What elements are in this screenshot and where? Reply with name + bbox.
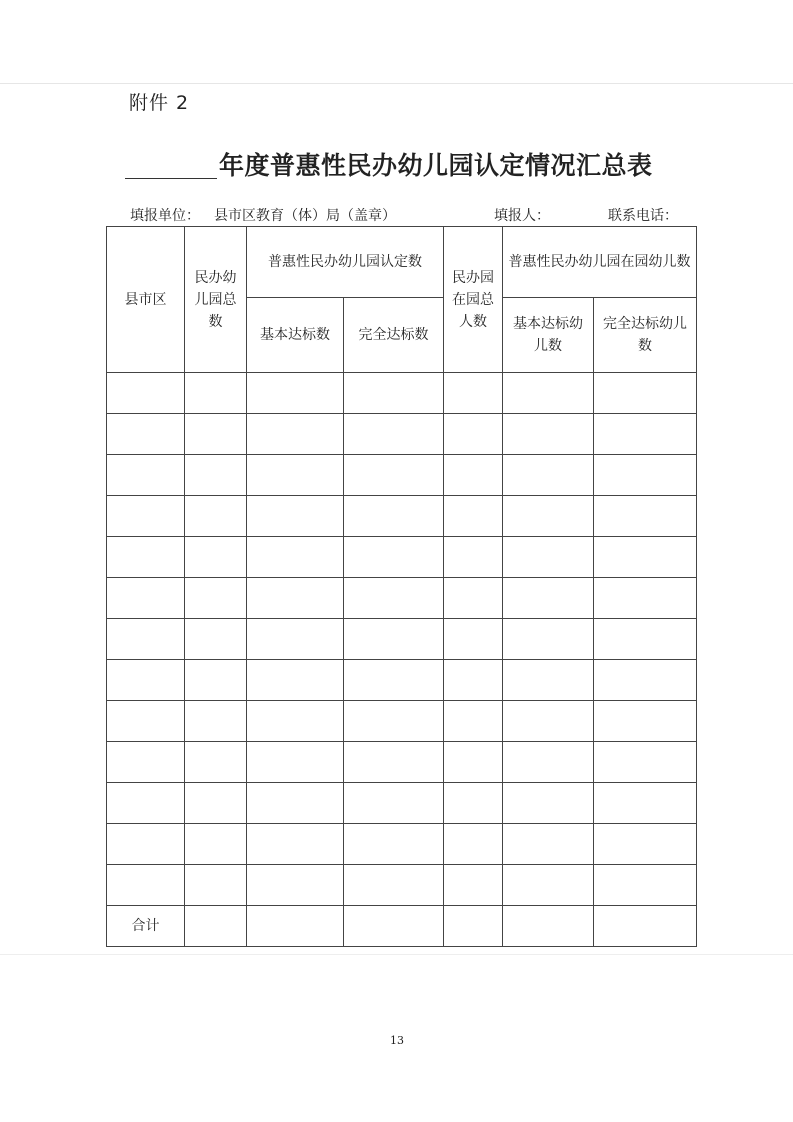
table-cell[interactable] — [444, 660, 503, 701]
table-cell[interactable] — [185, 660, 247, 701]
table-cell[interactable] — [185, 537, 247, 578]
table-cell[interactable] — [503, 660, 594, 701]
header-row-1 — [107, 227, 697, 298]
table-cell[interactable] — [247, 414, 344, 455]
table-cell[interactable] — [107, 783, 185, 824]
table-cell[interactable] — [344, 619, 444, 660]
table-cell[interactable] — [503, 537, 594, 578]
table-cell[interactable] — [444, 537, 503, 578]
table-row — [107, 783, 697, 824]
table-cell[interactable] — [185, 578, 247, 619]
table-cell[interactable] — [247, 701, 344, 742]
table-cell[interactable] — [247, 373, 344, 414]
table-cell[interactable] — [247, 865, 344, 906]
phone-label: 联系电话： — [608, 208, 678, 224]
table-cell[interactable] — [344, 783, 444, 824]
table-cell[interactable] — [344, 537, 444, 578]
table-row — [107, 865, 697, 906]
table-cell[interactable] — [444, 906, 503, 947]
table-cell[interactable] — [107, 742, 185, 783]
table-cell[interactable] — [444, 496, 503, 537]
table-cell[interactable] — [344, 742, 444, 783]
table-cell[interactable] — [185, 701, 247, 742]
table-row — [107, 619, 697, 660]
table-cell[interactable] — [185, 414, 247, 455]
table-cell[interactable] — [344, 455, 444, 496]
header-recognized-full: 完全达标数 — [344, 298, 444, 373]
table-cell[interactable] — [444, 455, 503, 496]
table-cell[interactable] — [503, 496, 594, 537]
table-cell[interactable] — [107, 455, 185, 496]
attachment-label: 附件 2 — [129, 92, 190, 114]
table-cell[interactable] — [594, 619, 697, 660]
table-cell[interactable] — [594, 906, 697, 947]
table-cell[interactable] — [107, 578, 185, 619]
table-row — [107, 537, 697, 578]
table-row — [107, 414, 697, 455]
table-cell[interactable] — [247, 906, 344, 947]
table-cell[interactable] — [344, 865, 444, 906]
table-cell[interactable] — [444, 824, 503, 865]
table-cell[interactable] — [503, 578, 594, 619]
table-cell[interactable] — [185, 373, 247, 414]
table-cell[interactable] — [185, 865, 247, 906]
table-cell[interactable] — [594, 455, 697, 496]
table-cell[interactable] — [503, 373, 594, 414]
table-cell[interactable] — [503, 783, 594, 824]
table-cell[interactable] — [344, 906, 444, 947]
table-cell[interactable] — [503, 619, 594, 660]
table-cell[interactable] — [444, 619, 503, 660]
table-cell[interactable] — [444, 578, 503, 619]
table-cell[interactable] — [594, 783, 697, 824]
header-children-full: 完全达标幼儿数 — [594, 298, 697, 373]
table-cell[interactable] — [107, 619, 185, 660]
table-cell[interactable] — [247, 619, 344, 660]
table-cell[interactable] — [107, 373, 185, 414]
table-cell[interactable] — [444, 742, 503, 783]
total-row — [107, 906, 697, 947]
table-cell[interactable] — [594, 701, 697, 742]
table-cell[interactable] — [247, 537, 344, 578]
table-cell[interactable] — [344, 373, 444, 414]
table-cell[interactable] — [247, 660, 344, 701]
table-cell[interactable] — [107, 496, 185, 537]
table-cell[interactable] — [594, 865, 697, 906]
table-cell[interactable] — [107, 701, 185, 742]
table-cell[interactable] — [344, 701, 444, 742]
table-cell[interactable] — [185, 742, 247, 783]
year-blank-line — [125, 178, 217, 179]
unit-label: 填报单位： — [130, 208, 200, 224]
table-cell[interactable] — [107, 865, 185, 906]
table-cell[interactable] — [444, 783, 503, 824]
table-cell[interactable] — [107, 660, 185, 701]
table-cell[interactable] — [594, 660, 697, 701]
table-cell[interactable] — [247, 578, 344, 619]
header-children-basic: 基本达标幼儿数 — [503, 298, 594, 373]
table-cell[interactable] — [247, 455, 344, 496]
table-row — [107, 455, 697, 496]
page-title: 年度普惠性民办幼儿园认定情况汇总表 — [219, 151, 653, 180]
table-cell[interactable] — [107, 537, 185, 578]
table-cell[interactable] — [344, 824, 444, 865]
table-cell[interactable] — [185, 906, 247, 947]
table-cell[interactable] — [444, 414, 503, 455]
table-cell[interactable] — [247, 783, 344, 824]
table-cell[interactable] — [344, 660, 444, 701]
table-cell[interactable] — [503, 701, 594, 742]
header-county: 县市区 — [107, 227, 185, 373]
header-recognized-group: 普惠性民办幼儿园认定数 — [247, 227, 444, 298]
title-block — [125, 146, 685, 180]
page-top-edge — [0, 83, 793, 84]
table-cell[interactable] — [344, 578, 444, 619]
table-cell[interactable] — [185, 783, 247, 824]
table-row — [107, 578, 697, 619]
table-cell[interactable] — [594, 414, 697, 455]
table-cell[interactable] — [594, 496, 697, 537]
table-cell[interactable] — [185, 619, 247, 660]
table-row — [107, 496, 697, 537]
table-cell[interactable] — [594, 373, 697, 414]
total-label: 合计 — [107, 906, 185, 947]
table-cell[interactable] — [185, 496, 247, 537]
header-children-group: 普惠性民办幼儿园在园幼儿数 — [503, 227, 697, 298]
page-bottom-edge — [0, 954, 793, 955]
table-row — [107, 742, 697, 783]
table-cell[interactable] — [344, 496, 444, 537]
table-cell[interactable] — [247, 824, 344, 865]
table-cell[interactable] — [594, 537, 697, 578]
table-cell[interactable] — [185, 455, 247, 496]
table-cell[interactable] — [594, 824, 697, 865]
header-private-children: 民办园在园总人数 — [444, 227, 503, 373]
table-cell[interactable] — [503, 906, 594, 947]
header-recognized-basic: 基本达标数 — [247, 298, 344, 373]
table-cell[interactable] — [503, 414, 594, 455]
table-cell[interactable] — [247, 742, 344, 783]
table-cell[interactable] — [107, 824, 185, 865]
table-cell[interactable] — [503, 865, 594, 906]
table-cell[interactable] — [503, 455, 594, 496]
fill-info-row — [130, 205, 690, 227]
table-cell[interactable] — [594, 742, 697, 783]
table-row — [107, 824, 697, 865]
table-cell[interactable] — [503, 742, 594, 783]
table-row — [107, 373, 697, 414]
table-row — [107, 701, 697, 742]
table-cell[interactable] — [185, 824, 247, 865]
table-cell[interactable] — [247, 496, 344, 537]
header-total-private: 民办幼儿园总数 — [185, 227, 247, 373]
table-cell[interactable] — [444, 373, 503, 414]
table-cell[interactable] — [444, 701, 503, 742]
unit-value: 县市区教育（体）局（盖章） — [214, 208, 396, 224]
person-label: 填报人： — [494, 208, 550, 224]
table-cell[interactable] — [503, 824, 594, 865]
table-cell[interactable] — [444, 865, 503, 906]
table-cell[interactable] — [594, 578, 697, 619]
table-row — [107, 660, 697, 701]
table-cell[interactable] — [344, 414, 444, 455]
table-cell[interactable] — [107, 414, 185, 455]
summary-table — [106, 226, 697, 947]
page-number: 13 — [390, 1034, 404, 1047]
